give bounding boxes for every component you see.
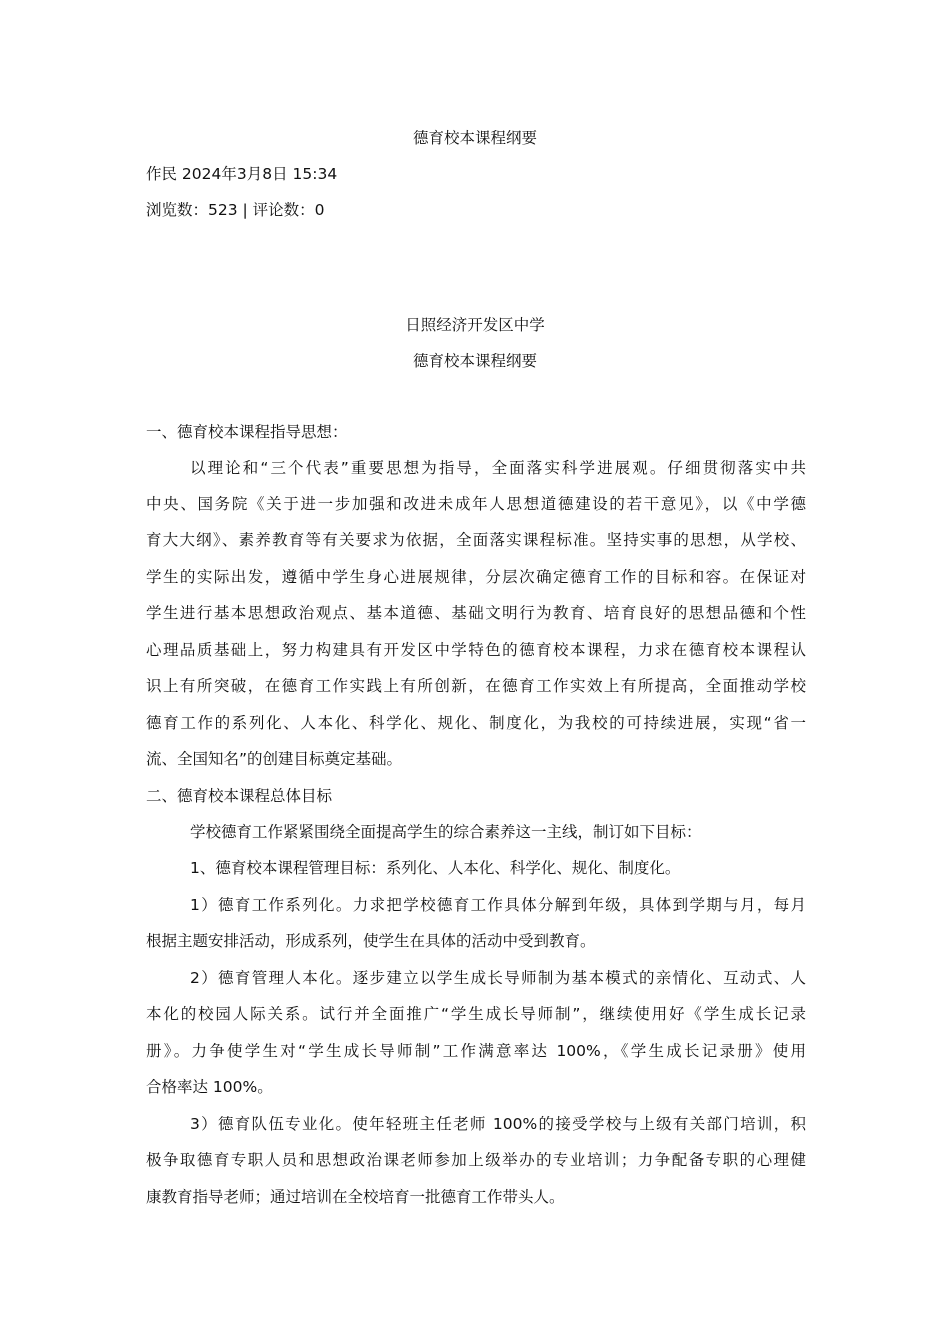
item3-line: 3）德育队伍专业化。使年轻班主任老师 100%的接受学校与上级有关部门培训，积 (190, 1115, 806, 1133)
item2-line: 2）德育管理人本化。逐步建立以学生成长导师制为基本模式的亲情化、互动式、人 (190, 969, 806, 987)
paragraph-line: 心理品质基础上，努力构建具有开发区中学特色的德育校本课程，力求在德育校本课程认 (146, 641, 806, 659)
paragraph-line: 学生进行基本思想政治观点、基本道德、基础文明行为教育、培育良好的思想品德和个性 (146, 604, 806, 622)
section1-heading: 一、德育校本课程指导思想： (146, 423, 348, 441)
school-name: 日照经济开发区中学 (405, 316, 545, 334)
paragraph-line: 流、全国知名”的创建目标奠定基础。 (146, 750, 403, 768)
section2-heading: 二、德育校本课程总体目标 (146, 787, 333, 805)
item1-line: 根据主题安排活动，形成系列，使学生在具体的活动中受到教育。 (146, 932, 596, 950)
paragraph-line: 育大大纲》、素养教育等有关要求为依据，全面落实课程标准。坚持实事的思想，从学校、 (146, 531, 806, 549)
goal1-line: 1、德育校本课程管理目标：系列化、人本化、科学化、规化、制度化。 (190, 859, 681, 877)
paragraph-line: 以理论和“三个代表”重要思想为指导，全面落实科学进展观。仔细贯彻落实中共 (190, 459, 806, 477)
paragraph-line: 中央、国务院《关于进一步加强和改进未成年人思想道德建设的若干意见》，以《中学德 (146, 495, 806, 513)
paragraph-line: 识上有所突破，在德育工作实践上有所创新，在德育工作实效上有所提高，全面推动学校 (146, 677, 806, 695)
header-title: 德育校本课程纲要 (412, 129, 537, 147)
item3-line: 极争取德育专职人员和思想政治课老师参加上级举办的专业培训；力争配备专职的心理健 (146, 1151, 806, 1169)
byline: 作民 2024年3月8日 15:34 (146, 165, 338, 183)
paragraph-line: 德育工作的系列化、人本化、科学化、规化、制度化，为我校的可持续进展，实现“省一 (146, 714, 806, 732)
item3-line: 康教育指导老师；通过培训在全校培育一批德育工作带头人。 (146, 1188, 565, 1206)
item2-line: 册》。力争使学生对“学生成长导师制”工作满意率达 100%，《学生成长记录册》使用 (146, 1042, 806, 1060)
item2-line: 合格率达 100%。 (146, 1078, 273, 1096)
stats-line: 浏览数：523 | 评论数：0 (146, 201, 325, 219)
doc-title: 德育校本课程纲要 (412, 352, 537, 370)
paragraph-line: 学生的实际出发，遵循中学生身心进展规律，分层次确定德育工作的目标和容。在保证对 (146, 568, 806, 586)
section2-intro: 学校德育工作紧紧围绕全面提高学生的综合素养这一主线，制订如下目标： (190, 823, 702, 841)
item1-line: 1）德育工作系列化。力求把学校德育工作具体分解到年级，具体到学期与月，每月 (190, 896, 806, 914)
item2-line: 本化的校园人际关系。试行并全面推广“学生成长导师制”，继续使用好《学生成长记录 (146, 1005, 806, 1023)
